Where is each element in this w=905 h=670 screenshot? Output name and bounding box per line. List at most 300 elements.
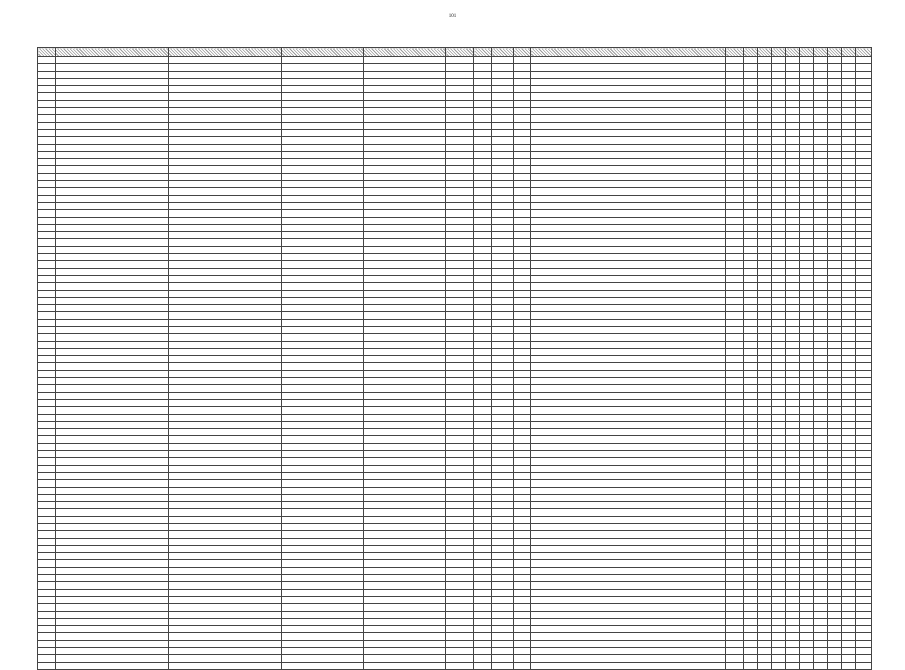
table-cell — [492, 487, 514, 494]
table-cell — [56, 224, 169, 231]
table-cell — [786, 465, 800, 472]
table-cell — [842, 108, 856, 115]
table-cell — [492, 290, 514, 297]
table-cell — [842, 202, 856, 209]
table-cell — [282, 604, 364, 611]
table-cell — [786, 414, 800, 421]
table-cell — [282, 545, 364, 552]
table-cell — [726, 71, 744, 78]
table-cell — [842, 494, 856, 501]
table-cell — [758, 93, 772, 100]
table-cell — [38, 560, 56, 567]
table-cell — [814, 261, 828, 268]
table-cell — [364, 122, 446, 129]
table-cell — [726, 589, 744, 596]
table-cell — [364, 545, 446, 552]
table-cell — [38, 173, 56, 180]
table-cell — [169, 655, 282, 662]
table-cell — [786, 246, 800, 253]
table-cell — [856, 173, 872, 180]
table-cell — [531, 487, 726, 494]
table-cell — [758, 78, 772, 85]
table-cell — [56, 137, 169, 144]
table-cell — [474, 239, 492, 246]
table-cell — [56, 195, 169, 202]
table-cell — [842, 363, 856, 370]
table-cell — [282, 648, 364, 655]
table-cell — [814, 589, 828, 596]
table-cell — [531, 261, 726, 268]
table-cell — [856, 144, 872, 151]
table-cell — [828, 560, 842, 567]
table-cell — [772, 93, 786, 100]
table-cell — [842, 57, 856, 64]
table-cell — [474, 407, 492, 414]
table-cell — [814, 312, 828, 319]
table-cell — [814, 122, 828, 129]
table-cell — [744, 472, 758, 479]
table-row — [38, 618, 872, 625]
table-cell — [842, 545, 856, 552]
table-cell — [56, 122, 169, 129]
table-cell — [446, 122, 474, 129]
table-cell — [758, 582, 772, 589]
table-cell — [169, 334, 282, 341]
table-cell — [744, 399, 758, 406]
table-cell — [726, 502, 744, 509]
table-cell — [842, 538, 856, 545]
table-cell — [772, 254, 786, 261]
table-cell — [38, 188, 56, 195]
table-cell — [726, 137, 744, 144]
table-cell — [726, 246, 744, 253]
table-cell — [364, 210, 446, 217]
table-cell — [514, 268, 531, 275]
table-cell — [56, 618, 169, 625]
table-cell — [474, 202, 492, 209]
table-cell — [828, 210, 842, 217]
table-cell — [514, 115, 531, 122]
table-cell — [169, 545, 282, 552]
table-cell — [514, 305, 531, 312]
table-cell — [56, 407, 169, 414]
table-cell — [800, 443, 814, 450]
table-row — [38, 494, 872, 501]
table-cell — [814, 611, 828, 618]
table-cell — [364, 414, 446, 421]
table-row — [38, 305, 872, 312]
table-cell — [726, 414, 744, 421]
table-cell — [282, 385, 364, 392]
table-cell — [446, 626, 474, 633]
table-cell — [800, 210, 814, 217]
table-cell — [842, 166, 856, 173]
table-cell — [744, 509, 758, 516]
table-cell — [56, 239, 169, 246]
table-cell — [474, 640, 492, 647]
table-cell — [758, 618, 772, 625]
table-row — [38, 283, 872, 290]
table-cell — [474, 268, 492, 275]
table-cell — [842, 531, 856, 538]
table-cell — [726, 648, 744, 655]
table-cell — [786, 195, 800, 202]
table-cell — [800, 305, 814, 312]
table-cell — [492, 100, 514, 107]
table-cell — [531, 188, 726, 195]
table-cell — [446, 509, 474, 516]
table-cell — [531, 538, 726, 545]
table-cell — [786, 144, 800, 151]
table-cell — [814, 275, 828, 282]
table-cell — [786, 210, 800, 217]
table-cell — [758, 655, 772, 662]
table-cell — [446, 93, 474, 100]
table-cell — [726, 443, 744, 450]
table-cell — [282, 399, 364, 406]
table-cell — [38, 487, 56, 494]
table-cell — [56, 648, 169, 655]
table-cell — [474, 655, 492, 662]
table-cell — [772, 78, 786, 85]
table-cell — [744, 502, 758, 509]
table-cell — [514, 480, 531, 487]
table-cell — [38, 334, 56, 341]
table-cell — [474, 648, 492, 655]
column-header — [56, 48, 169, 57]
table-cell — [814, 560, 828, 567]
table-row — [38, 465, 872, 472]
table-cell — [814, 232, 828, 239]
table-cell — [56, 436, 169, 443]
table-cell — [492, 655, 514, 662]
table-cell — [514, 159, 531, 166]
table-cell — [842, 509, 856, 516]
table-cell — [531, 356, 726, 363]
table-cell — [56, 524, 169, 531]
table-cell — [842, 283, 856, 290]
table-cell — [800, 261, 814, 268]
table-cell — [786, 239, 800, 246]
table-cell — [828, 188, 842, 195]
table-cell — [726, 509, 744, 516]
table-cell — [38, 78, 56, 85]
table-cell — [758, 472, 772, 479]
table-row — [38, 217, 872, 224]
table-cell — [828, 166, 842, 173]
table-cell — [814, 575, 828, 582]
table-cell — [282, 502, 364, 509]
table-cell — [474, 589, 492, 596]
table-cell — [758, 239, 772, 246]
table-cell — [514, 414, 531, 421]
table-cell — [364, 71, 446, 78]
table-cell — [56, 275, 169, 282]
table-cell — [758, 202, 772, 209]
table-cell — [514, 93, 531, 100]
table-cell — [446, 283, 474, 290]
table-row — [38, 100, 872, 107]
table-cell — [726, 524, 744, 531]
table-cell — [828, 202, 842, 209]
table-cell — [531, 465, 726, 472]
table-cell — [446, 71, 474, 78]
table-cell — [446, 655, 474, 662]
table-cell — [744, 195, 758, 202]
table-cell — [842, 436, 856, 443]
table-cell — [814, 363, 828, 370]
table-cell — [786, 443, 800, 450]
table-cell — [56, 108, 169, 115]
table-cell — [364, 582, 446, 589]
table-cell — [514, 604, 531, 611]
table-cell — [364, 224, 446, 231]
table-row — [38, 86, 872, 93]
table-cell — [38, 538, 56, 545]
table-cell — [772, 363, 786, 370]
table-cell — [38, 648, 56, 655]
table-cell — [38, 640, 56, 647]
table-cell — [814, 472, 828, 479]
table-cell — [856, 334, 872, 341]
table-cell — [744, 57, 758, 64]
table-cell — [814, 254, 828, 261]
table-cell — [786, 560, 800, 567]
table-cell — [474, 297, 492, 304]
table-cell — [726, 195, 744, 202]
table-cell — [842, 326, 856, 333]
table-cell — [772, 210, 786, 217]
table-cell — [514, 341, 531, 348]
table-cell — [514, 370, 531, 377]
column-header — [772, 48, 786, 57]
table-cell — [800, 421, 814, 428]
table-cell — [169, 210, 282, 217]
table-cell — [38, 553, 56, 560]
table-cell — [856, 305, 872, 312]
table-cell — [446, 232, 474, 239]
table-cell — [772, 86, 786, 93]
table-cell — [800, 407, 814, 414]
table-cell — [828, 611, 842, 618]
table-cell — [814, 71, 828, 78]
table-cell — [856, 582, 872, 589]
table-cell — [282, 108, 364, 115]
table-cell — [282, 429, 364, 436]
table-cell — [169, 268, 282, 275]
table-cell — [814, 341, 828, 348]
table-cell — [772, 195, 786, 202]
table-cell — [364, 640, 446, 647]
table-cell — [514, 239, 531, 246]
table-cell — [828, 502, 842, 509]
table-cell — [856, 348, 872, 355]
table-cell — [514, 363, 531, 370]
table-cell — [800, 487, 814, 494]
table-cell — [514, 487, 531, 494]
table-cell — [828, 399, 842, 406]
table-cell — [726, 144, 744, 151]
table-cell — [814, 151, 828, 158]
table-cell — [446, 502, 474, 509]
table-cell — [758, 129, 772, 136]
table-cell — [282, 472, 364, 479]
table-cell — [56, 494, 169, 501]
table-cell — [758, 640, 772, 647]
table-row — [38, 115, 872, 122]
table-cell — [492, 246, 514, 253]
table-cell — [772, 122, 786, 129]
table-cell — [38, 589, 56, 596]
table-cell — [726, 334, 744, 341]
table-cell — [856, 100, 872, 107]
table-cell — [531, 181, 726, 188]
table-cell — [726, 363, 744, 370]
table-cell — [474, 611, 492, 618]
table-cell — [842, 78, 856, 85]
table-cell — [842, 662, 856, 669]
table-cell — [282, 662, 364, 669]
table-cell — [531, 326, 726, 333]
table-cell — [446, 188, 474, 195]
table-cell — [726, 239, 744, 246]
table-cell — [38, 378, 56, 385]
table-cell — [758, 487, 772, 494]
table-cell — [758, 626, 772, 633]
table-cell — [38, 64, 56, 71]
table-cell — [364, 567, 446, 574]
table-cell — [492, 429, 514, 436]
table-cell — [282, 305, 364, 312]
table-cell — [364, 421, 446, 428]
table-cell — [814, 640, 828, 647]
table-cell — [800, 93, 814, 100]
table-cell — [744, 115, 758, 122]
table-cell — [282, 392, 364, 399]
table-cell — [758, 326, 772, 333]
table-cell — [814, 173, 828, 180]
table-cell — [531, 129, 726, 136]
table-cell — [531, 509, 726, 516]
table-cell — [772, 516, 786, 523]
table-cell — [842, 268, 856, 275]
table-cell — [446, 516, 474, 523]
table-cell — [726, 560, 744, 567]
table-cell — [531, 305, 726, 312]
table-cell — [758, 312, 772, 319]
table-cell — [828, 312, 842, 319]
table-cell — [364, 290, 446, 297]
column-header — [786, 48, 800, 57]
table-cell — [446, 436, 474, 443]
table-cell — [282, 538, 364, 545]
table-cell — [282, 129, 364, 136]
table-cell — [56, 662, 169, 669]
table-cell — [856, 458, 872, 465]
table-cell — [492, 596, 514, 603]
table-cell — [744, 305, 758, 312]
table-cell — [758, 217, 772, 224]
table-cell — [786, 290, 800, 297]
table-row — [38, 429, 872, 436]
table-cell — [800, 509, 814, 516]
table-cell — [474, 195, 492, 202]
table-cell — [772, 290, 786, 297]
table-row — [38, 348, 872, 355]
table-cell — [814, 465, 828, 472]
table-cell — [726, 626, 744, 633]
table-cell — [758, 589, 772, 596]
table-cell — [726, 188, 744, 195]
table-cell — [856, 232, 872, 239]
table-cell — [856, 633, 872, 640]
table-row — [38, 596, 872, 603]
table-cell — [514, 100, 531, 107]
table-cell — [842, 553, 856, 560]
table-cell — [800, 217, 814, 224]
table-cell — [282, 524, 364, 531]
table-cell — [364, 115, 446, 122]
table-cell — [38, 195, 56, 202]
table-cell — [38, 516, 56, 523]
table-cell — [38, 356, 56, 363]
table-cell — [800, 78, 814, 85]
table-cell — [56, 93, 169, 100]
table-cell — [842, 334, 856, 341]
table-cell — [514, 538, 531, 545]
table-cell — [446, 392, 474, 399]
table-cell — [786, 151, 800, 158]
table-cell — [56, 232, 169, 239]
table-cell — [828, 465, 842, 472]
table-cell — [169, 195, 282, 202]
table-cell — [56, 443, 169, 450]
table-cell — [856, 662, 872, 669]
table-cell — [758, 378, 772, 385]
table-cell — [758, 224, 772, 231]
table-cell — [842, 385, 856, 392]
table-cell — [474, 385, 492, 392]
table-cell — [169, 575, 282, 582]
table-cell — [364, 436, 446, 443]
table-cell — [514, 524, 531, 531]
table-cell — [758, 261, 772, 268]
table-cell — [772, 451, 786, 458]
table-cell — [842, 86, 856, 93]
table-cell — [758, 596, 772, 603]
table-cell — [56, 451, 169, 458]
column-header — [758, 48, 772, 57]
table-cell — [726, 283, 744, 290]
table-cell — [474, 370, 492, 377]
table-cell — [758, 443, 772, 450]
table-cell — [772, 108, 786, 115]
table-cell — [758, 392, 772, 399]
table-row — [38, 239, 872, 246]
table-cell — [842, 210, 856, 217]
table-cell — [282, 239, 364, 246]
table-cell — [282, 334, 364, 341]
table-cell — [514, 407, 531, 414]
table-cell — [828, 108, 842, 115]
table-row — [38, 129, 872, 136]
table-row — [38, 71, 872, 78]
table-cell — [169, 640, 282, 647]
table-cell — [446, 545, 474, 552]
table-cell — [786, 524, 800, 531]
table-cell — [856, 385, 872, 392]
table-cell — [169, 297, 282, 304]
